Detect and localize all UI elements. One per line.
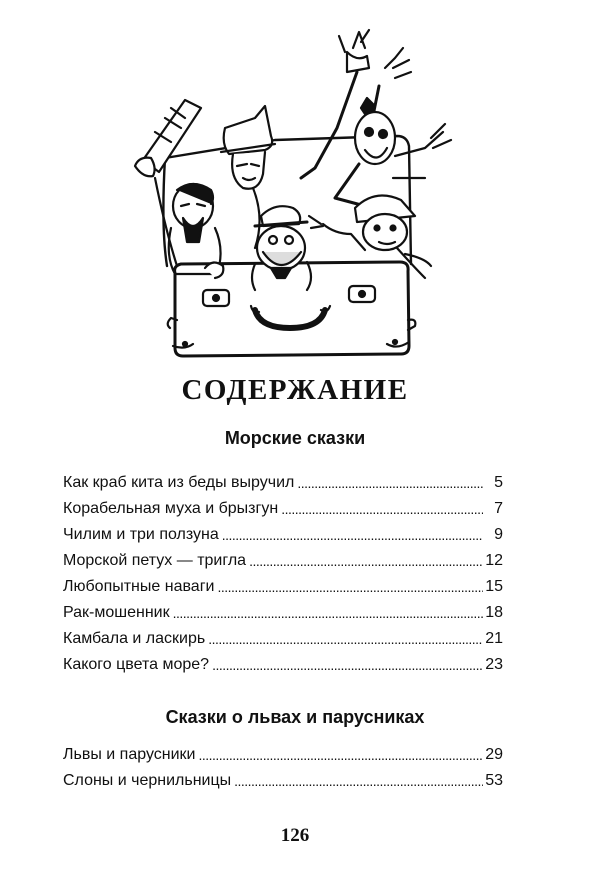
toc-leader-dots bbox=[208, 632, 483, 646]
toc-leader-dots bbox=[212, 658, 483, 672]
toc-entry-page: 23 bbox=[485, 656, 503, 673]
toc-entry-page: 12 bbox=[485, 552, 503, 569]
toc-leader-dots bbox=[281, 502, 483, 516]
toc-entry-title: Какого цвета море? bbox=[63, 656, 210, 673]
page-number: 126 bbox=[280, 825, 310, 846]
toc-leader-dots bbox=[173, 606, 483, 620]
toc-leader-dots bbox=[297, 476, 483, 490]
page-heading: СОДЕРЖАНИЕ bbox=[181, 374, 409, 406]
toc-entry[interactable] bbox=[63, 623, 503, 649]
toc-entry-page: 5 bbox=[494, 474, 503, 491]
toc-entry[interactable] bbox=[63, 545, 503, 571]
toc-entry-title: Слоны и чернильницы bbox=[63, 772, 232, 789]
toc-entry-page: 29 bbox=[485, 746, 503, 763]
toc-entry-title: Любопытные наваги bbox=[63, 578, 215, 595]
toc-entry-title: Как краб кита из беды выручил bbox=[63, 474, 295, 491]
toc-entry-title: Рак-мошенник bbox=[63, 604, 170, 621]
toc-leader-dots bbox=[222, 528, 483, 542]
oarsman-icon bbox=[135, 100, 223, 278]
jester-icon bbox=[301, 30, 451, 206]
toc-entry-page: 21 bbox=[485, 630, 503, 647]
toc-entry-title: Морской петух — тригла bbox=[63, 552, 247, 569]
suitcase-characters-illustration bbox=[125, 28, 455, 358]
toc-entry-title: Камбала и ласкирь bbox=[63, 630, 206, 647]
toc-entry[interactable] bbox=[63, 765, 503, 791]
toc-entry-title: Чилим и три ползуна bbox=[63, 526, 219, 543]
toc-entry[interactable] bbox=[63, 571, 503, 597]
suitcase-icon bbox=[168, 262, 416, 356]
toc-entry[interactable] bbox=[63, 597, 503, 623]
toc-entry[interactable] bbox=[63, 649, 503, 675]
toc-entry[interactable] bbox=[63, 519, 503, 545]
toc-leader-dots bbox=[234, 774, 483, 788]
toc-entry-title: Корабельная муха и брызгун bbox=[63, 500, 279, 517]
toc-entry-title: Львы и парусники bbox=[63, 746, 196, 763]
section-title-lions-and-sailboats: Сказки о львах и парусниках bbox=[165, 707, 425, 727]
toc-entry-page: 15 bbox=[485, 578, 503, 595]
toc-leader-dots bbox=[217, 580, 483, 594]
toc-leader-dots bbox=[249, 554, 483, 568]
toc-entry[interactable] bbox=[63, 739, 503, 765]
toc-entry-page: 18 bbox=[485, 604, 503, 621]
toc-list-sea-tales bbox=[63, 467, 503, 675]
toc-entry-page: 7 bbox=[494, 500, 503, 517]
toc-leader-dots bbox=[198, 748, 483, 762]
toc-entry[interactable] bbox=[63, 493, 503, 519]
toc-entry-page: 9 bbox=[494, 526, 503, 543]
toc-list-lions-and-sailboats bbox=[63, 739, 503, 791]
section-title-sea-tales: Морские сказки bbox=[224, 428, 366, 448]
toc-entry-page: 53 bbox=[485, 772, 503, 789]
toc-entry[interactable] bbox=[63, 467, 503, 493]
